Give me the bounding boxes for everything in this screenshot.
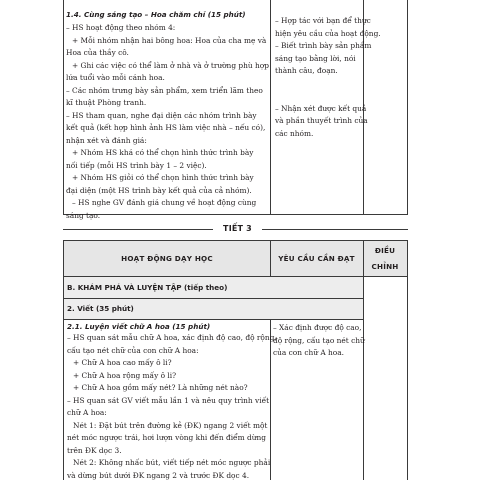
text-line: + Chữ A hoa rộng mấy ô li? (67, 370, 277, 383)
text-line: chữ A hoa: (67, 407, 277, 420)
text-line (275, 90, 381, 103)
divider-1 (270, 240, 271, 276)
text-line: Nét 1: Đặt bút trên đường kẻ (ĐK) ngang 2 viết một (67, 420, 277, 433)
text-line: kĩ thuật Phòng tranh. (66, 97, 269, 110)
section-2-label: 2. Viết (35 phút) (67, 304, 134, 313)
text-line: các nhóm. (275, 128, 381, 141)
lesson-label-rule-right (262, 229, 408, 230)
header-requirement: YÊU CẦU CẦN ĐẠT (270, 254, 363, 263)
text-line: lứa tuổi vào mỗi cánh hoa. (66, 72, 269, 85)
text-line: – Nhận xét được kết quả (275, 103, 381, 116)
lesson-label: TIẾT 3 (213, 224, 262, 233)
text-line: + Nhóm HS khá có thể chọn hình thức trình bày (66, 147, 269, 160)
main-left-content (67, 332, 277, 482)
text-line: đại diện (một HS trình bày kết quả của cả nhóm). (66, 185, 269, 198)
text-line: Nét 2: Không nhấc bút, viết tiếp nét móc ngược phải (67, 457, 277, 470)
text-line: – Các nhóm trưng bày sản phẩm, xem triển lãm theo (66, 85, 269, 98)
text-line: – HS nghe GV đánh giá chung về hoạt động cùng (66, 197, 269, 210)
text-line: sáng tạo bằng lời, nói (275, 53, 381, 66)
section-b-label: B. KHÁM PHÁ VÀ LUYỆN TẬP (tiếp theo) (67, 283, 227, 292)
lesson-label-rule-left (63, 229, 213, 230)
text-line: cấu tạo nét chữ của con chữ A hoa: (67, 345, 277, 358)
top-right-content (275, 15, 381, 140)
activity-title-1-4: 1.4. Cùng sáng tạo – Hoa chăm chỉ (15 phút) (66, 10, 246, 19)
header-adjust-line1: ĐIỀU (363, 246, 407, 255)
text-line: kết quả (kết hợp hình ảnh HS làm việc nhà – nếu có), (66, 122, 269, 135)
text-line: nhận xét và đánh giá: (66, 135, 269, 148)
text-line: Hoa của thầy cô. (66, 47, 269, 60)
text-line: – HS quan sát GV viết mẫu lần 1 và nêu quy trình viết (67, 395, 277, 408)
text-line: độ rộng, cấu tạo nét chữ (273, 335, 365, 348)
text-line: + Mỗi nhóm nhận hai bông hoa: Hoa của cha mẹ và (66, 35, 269, 48)
text-line: và phần thuyết trình của (275, 115, 381, 128)
header-adjust-line2: CHỈNH (363, 262, 407, 271)
text-line: và dừng bút dưới ĐK ngang 2 và trước ĐK dọc 4. (67, 470, 277, 482)
text-line: + Nhóm HS giỏi có thể chọn hình thức trình bày (66, 172, 269, 185)
text-line: – Hợp tác với bạn để thực (275, 15, 381, 28)
text-line: thành câu, đoạn. (275, 65, 381, 78)
top-left-content (66, 22, 269, 222)
text-line: sáng tạo. (66, 210, 269, 223)
text-line: + Chữ A hoa gồm mấy nét? Là những nét nào? (67, 382, 277, 395)
activity-title-2-1: 2.1. Luyện viết chữ A hoa (15 phút) (67, 322, 210, 331)
text-line: + Ghi các việc có thể làm ở nhà và ở trường phù hợp (66, 60, 269, 73)
text-line: – HS quan sát mẫu chữ A hoa, xác định độ cao, độ rộng, (67, 332, 277, 345)
text-line: nét móc ngược trái, hơi lượn vòng khi đến điểm dừng (67, 432, 277, 445)
text-line: – HS hoạt động theo nhóm 4: (66, 22, 269, 35)
text-line: – HS tham quan, nghe đại diện các nhóm trình bày (66, 110, 269, 123)
text-line (275, 78, 381, 91)
text-line: trên ĐK dọc 3. (67, 445, 277, 458)
main-right-content (273, 322, 365, 360)
text-line: nối tiếp (mỗi HS trình bày 1 – 2 việc). (66, 160, 269, 173)
header-activity: HOẠT ĐỘNG DẠY HỌC (64, 254, 270, 263)
text-line: của con chữ A hoa. (273, 347, 365, 360)
text-line: hiện yêu cầu của hoạt động. (275, 28, 381, 41)
text-line: + Chữ A hoa cao mấy ô li? (67, 357, 277, 370)
text-line: – Biết trình bày sản phẩm (275, 40, 381, 53)
text-line: – Xác định được độ cao, (273, 322, 365, 335)
